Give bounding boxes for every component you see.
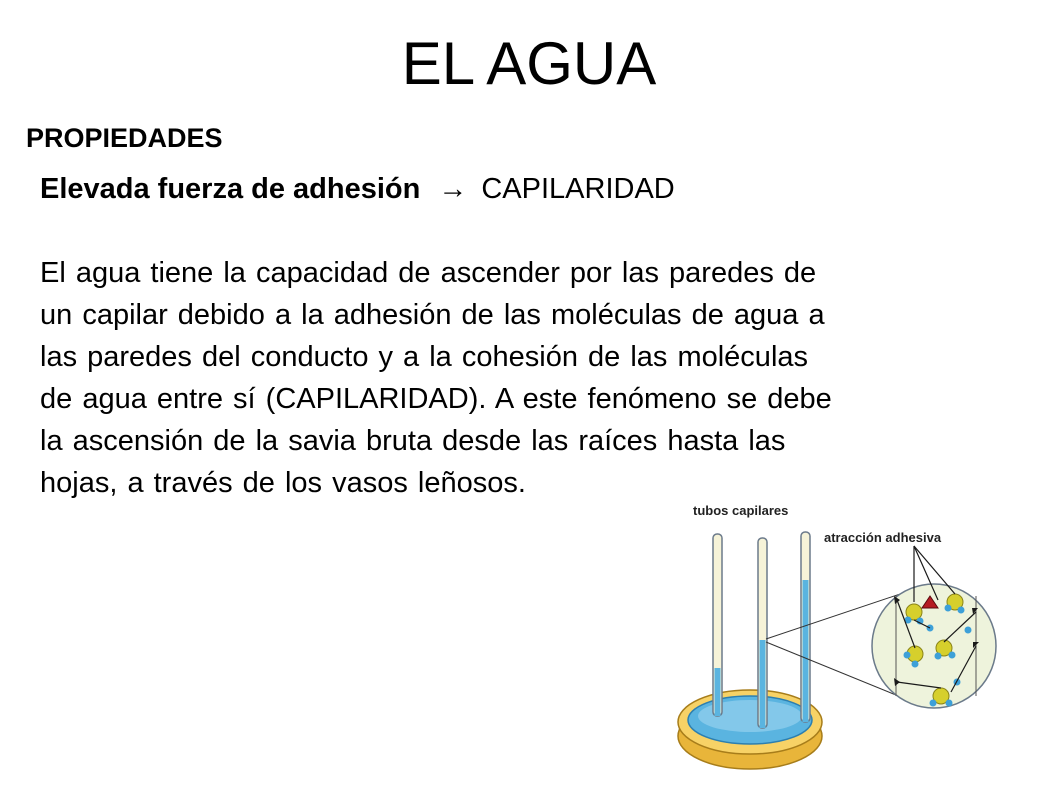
- property-name: Elevada fuerza de adhesión: [40, 173, 421, 205]
- body-line: El agua tiene la capacidad de ascender por las paredes de: [40, 257, 817, 289]
- body-line: la ascensión de la savia bruta desde las raíces hasta las: [40, 425, 786, 457]
- body-line: de agua entre sí (CAPILARIDAD). A este fenómeno se debe: [40, 383, 832, 415]
- capillarity-illustration: [668, 496, 998, 793]
- body-line: las paredes del conducto y a la cohesión de las moléculas: [40, 341, 809, 373]
- section-subtitle: PROPIEDADES: [26, 123, 223, 153]
- body-line: hojas, a través de los vasos leñosos.: [40, 467, 526, 499]
- arrow-right-icon: →: [438, 173, 468, 205]
- slide-title: EL AGUA: [401, 30, 657, 97]
- property-heading: [40, 168, 675, 210]
- property-result: CAPILARIDAD: [481, 173, 675, 205]
- body-line: un capilar debido a la adhesión de las moléculas de agua a: [40, 299, 825, 331]
- body-paragraph: [40, 252, 1045, 504]
- label-adhesive-attraction: atracción adhesiva: [824, 530, 942, 545]
- label-capillary-tubes: tubos capilares: [693, 503, 789, 518]
